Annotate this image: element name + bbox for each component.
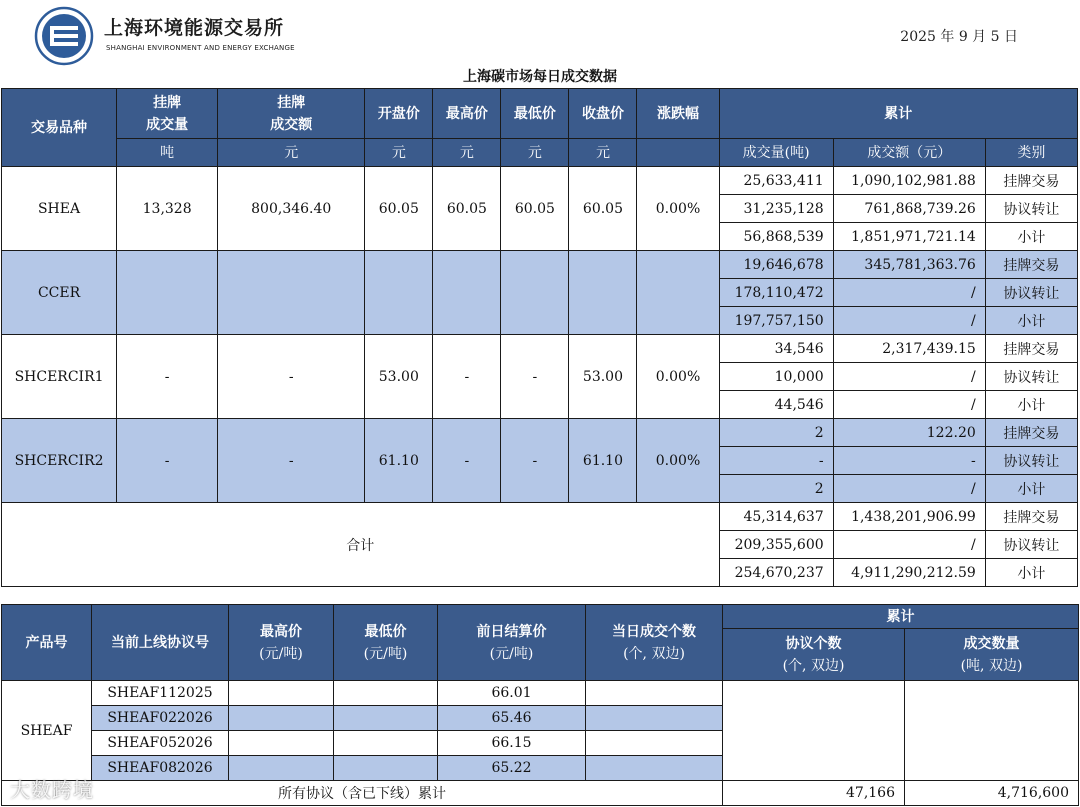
- col-cum-amt: 成交额（元）: [833, 139, 985, 167]
- cum-type: 协议转让: [985, 363, 1077, 391]
- listed-vol: [117, 251, 218, 335]
- product-no: SHEAF: [2, 681, 92, 781]
- cum-amt: /: [833, 279, 985, 307]
- cum-vol: 19,646,678: [719, 251, 833, 279]
- cum-amt: 2,317,439.15: [833, 335, 985, 363]
- col-low: 最低价 (元/吨): [334, 605, 438, 681]
- high-price: -: [433, 419, 501, 503]
- table-row: [2, 251, 1078, 279]
- cum-amt: 1,851,971,721.14: [833, 223, 985, 251]
- col-change: 涨跌幅: [637, 89, 719, 139]
- unit-yuan: 元: [501, 139, 569, 167]
- unit-yuan: 元: [365, 139, 433, 167]
- cum-amt: 1,438,201,906.99: [833, 503, 985, 531]
- cum-amt: /: [833, 391, 985, 419]
- listed-vol: -: [117, 335, 218, 419]
- prev-settle: 65.22: [438, 756, 586, 781]
- cum-type: 小计: [985, 559, 1077, 587]
- cum-amt: 1,090,102,981.88: [833, 167, 985, 195]
- contract-no: SHEAF082026: [92, 756, 229, 781]
- day-count: [586, 706, 723, 731]
- cum-type: 小计: [985, 307, 1077, 335]
- unit-ton: 吨: [117, 139, 218, 167]
- cum-vol: 254,670,237: [719, 559, 833, 587]
- footer-row: [2, 781, 1079, 806]
- col-low: 最低价: [501, 89, 569, 139]
- low-price: -: [501, 335, 569, 419]
- table-row: [2, 681, 1079, 706]
- change-pct: 0.00%: [637, 335, 719, 419]
- cum-vol: 2: [719, 419, 833, 447]
- col-contract: 当前上线协议号: [92, 605, 229, 681]
- footer-label: 所有协议（含已下线）累计: [2, 781, 723, 806]
- change-pct: 0.00%: [637, 167, 719, 251]
- listed-amt: -: [218, 419, 365, 503]
- cum-vol: 10,000: [719, 363, 833, 391]
- high-price: [229, 756, 334, 781]
- listed-amt: [218, 251, 365, 335]
- cum-type: 挂牌交易: [985, 167, 1077, 195]
- day-count: [586, 681, 723, 706]
- col-prev-settle: 前日结算价 (元/吨): [438, 605, 586, 681]
- cum-vol: 31,235,128: [719, 195, 833, 223]
- open-price: 61.10: [365, 419, 433, 503]
- total-row: [2, 503, 1078, 531]
- cum-type: 挂牌交易: [985, 251, 1077, 279]
- cum-vol: 178,110,472: [719, 279, 833, 307]
- cum-type: 协议转让: [985, 531, 1077, 559]
- org-name-cn: 上海环境能源交易所: [104, 17, 285, 39]
- prev-settle: 65.46: [438, 706, 586, 731]
- high-price: [433, 251, 501, 335]
- cum-type: 小计: [985, 391, 1077, 419]
- cum-type: 挂牌交易: [985, 419, 1077, 447]
- cum-type: 小计: [985, 475, 1077, 503]
- report-title: 上海碳市场每日成交数据: [463, 69, 617, 85]
- col-product: 交易品种: [2, 89, 117, 167]
- low-price: [334, 731, 438, 756]
- cum-vol: 45,314,637: [719, 503, 833, 531]
- high-price: [229, 706, 334, 731]
- cum-amt: /: [833, 475, 985, 503]
- open-price: 53.00: [365, 335, 433, 419]
- unit-yuan: 元: [433, 139, 501, 167]
- cum-amt: 345,781,363.76: [833, 251, 985, 279]
- product-name: SHCERCIR2: [2, 419, 117, 503]
- col-cumulative: 累计: [723, 605, 1079, 629]
- cum-type: 挂牌交易: [985, 335, 1077, 363]
- day-count: [586, 756, 723, 781]
- cum-vol: 2: [719, 475, 833, 503]
- col-high: 最高价 (元/吨): [229, 605, 334, 681]
- col-open: 开盘价: [365, 89, 433, 139]
- cum-qty-blank: [905, 681, 1079, 781]
- open-price: [365, 251, 433, 335]
- cum-type: 协议转让: [985, 195, 1077, 223]
- cum-vol: 197,757,150: [719, 307, 833, 335]
- contract-no: SHEAF022026: [92, 706, 229, 731]
- cum-vol: 44,546: [719, 391, 833, 419]
- cum-amt: 122.20: [833, 419, 985, 447]
- high-price: [229, 681, 334, 706]
- contract-no: SHEAF052026: [92, 731, 229, 756]
- col-close: 收盘价: [569, 89, 637, 139]
- listed-amt: -: [218, 335, 365, 419]
- daily-trading-table: [1, 88, 1078, 587]
- cum-count-blank: [723, 681, 905, 781]
- watermark: 大数跨境: [10, 778, 94, 802]
- cum-amt: /: [833, 307, 985, 335]
- cum-vol: -: [719, 447, 833, 475]
- futures-contract-table: [1, 604, 1079, 806]
- product-name: CCER: [2, 251, 117, 335]
- listed-vol: -: [117, 419, 218, 503]
- cum-amt: 761,868,739.26: [833, 195, 985, 223]
- col-product-no: 产品号: [2, 605, 92, 681]
- listed-amt: 800,346.40: [218, 167, 365, 251]
- low-price: -: [501, 419, 569, 503]
- col-day-count: 当日成交个数 (个, 双边): [586, 605, 723, 681]
- low-price: 60.05: [501, 167, 569, 251]
- prev-settle: 66.01: [438, 681, 586, 706]
- contract-no: SHEAF112025: [92, 681, 229, 706]
- cum-type: 协议转让: [985, 279, 1077, 307]
- close-price: 61.10: [569, 419, 637, 503]
- cum-vol: 34,546: [719, 335, 833, 363]
- product-name: SHCERCIR1: [2, 335, 117, 419]
- col-cum-qty: 成交数量 (吨, 双边): [905, 629, 1079, 681]
- exchange-logo-icon: [34, 6, 94, 66]
- col-high: 最高价: [433, 89, 501, 139]
- table-row: [2, 419, 1078, 447]
- open-price: 60.05: [365, 167, 433, 251]
- footer-cum-qty: 4,716,600: [905, 781, 1079, 806]
- close-price: [569, 251, 637, 335]
- total-label: 合计: [2, 503, 720, 587]
- cum-amt: 4,911,290,212.59: [833, 559, 985, 587]
- low-price: [334, 681, 438, 706]
- report-date: 2025 年 9 月 5 日: [900, 29, 1018, 45]
- col-listed-amt: 挂牌 成交额: [218, 89, 365, 139]
- cum-amt: /: [833, 531, 985, 559]
- low-price: [334, 706, 438, 731]
- col-cum-count: 协议个数 (个, 双边): [723, 629, 905, 681]
- col-listed-vol: 挂牌 成交量: [117, 89, 218, 139]
- change-pct: 0.00%: [637, 419, 719, 503]
- low-price: [501, 251, 569, 335]
- prev-settle: 66.15: [438, 731, 586, 756]
- high-price: 60.05: [433, 167, 501, 251]
- col-cum-vol: 成交量(吨): [719, 139, 833, 167]
- cum-amt: /: [833, 363, 985, 391]
- close-price: 60.05: [569, 167, 637, 251]
- col-cumulative: 累计: [719, 89, 1077, 139]
- cum-type: 小计: [985, 223, 1077, 251]
- col-cum-type: 类别: [985, 139, 1077, 167]
- org-name-en: SHANGHAI ENVIRONMENT AND ENERGY EXCHANGE: [106, 44, 295, 52]
- cum-vol: 56,868,539: [719, 223, 833, 251]
- cum-type: 挂牌交易: [985, 503, 1077, 531]
- high-price: -: [433, 335, 501, 419]
- unit-empty: [637, 139, 719, 167]
- unit-yuan: 元: [218, 139, 365, 167]
- change-pct: [637, 251, 719, 335]
- day-count: [586, 731, 723, 756]
- cum-vol: 25,633,411: [719, 167, 833, 195]
- table-row: [2, 167, 1078, 195]
- high-price: [229, 731, 334, 756]
- product-name: SHEA: [2, 167, 117, 251]
- cum-vol: 209,355,600: [719, 531, 833, 559]
- listed-vol: 13,328: [117, 167, 218, 251]
- close-price: 53.00: [569, 335, 637, 419]
- footer-cum-count: 47,166: [723, 781, 905, 806]
- cum-type: 协议转让: [985, 447, 1077, 475]
- page-header: [0, 0, 1080, 66]
- cum-amt: -: [833, 447, 985, 475]
- table-row: [2, 335, 1078, 363]
- low-price: [334, 756, 438, 781]
- unit-yuan: 元: [569, 139, 637, 167]
